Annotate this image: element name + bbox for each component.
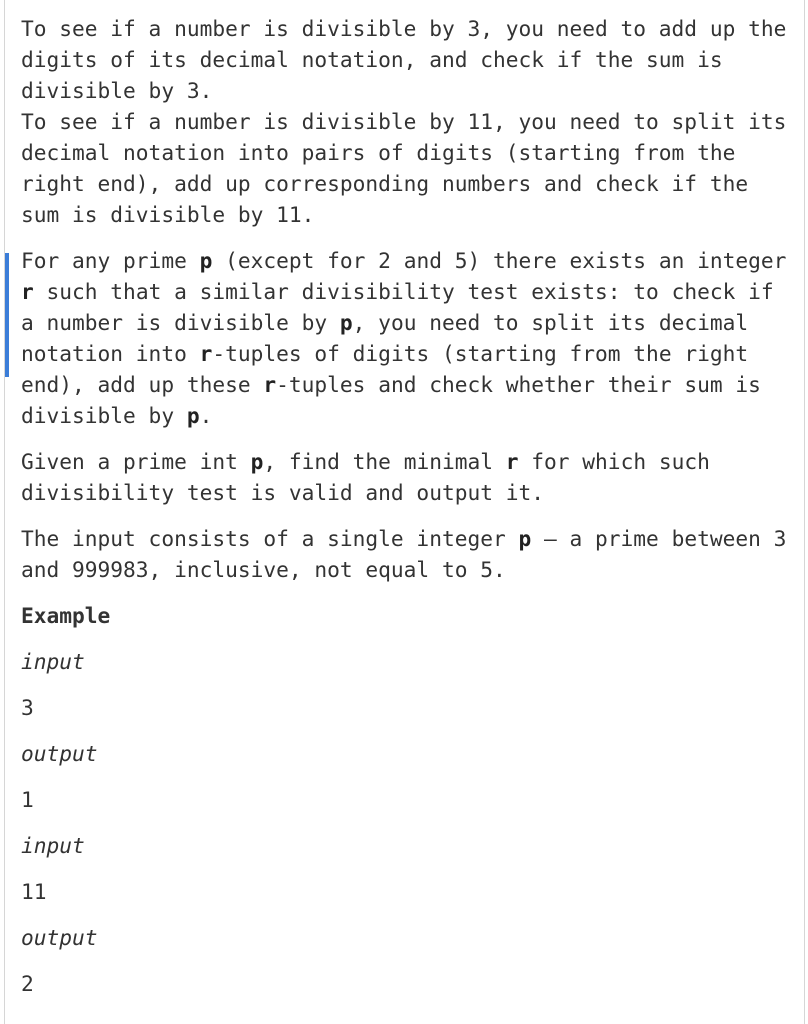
text-span: Given a prime int xyxy=(21,449,251,474)
variable-p: p xyxy=(199,248,213,273)
paragraph-divisibility-by-11: To see if a number is divisible by 11, you need to split its decimal notation into pairs of digits (starting from the right end), add up corresponding numbers and check if the sum is divisible by 11. xyxy=(21,109,800,227)
example-input-value: 11 xyxy=(21,879,47,904)
example-input-label: input xyxy=(21,833,85,858)
text-span: such that a similar divisibility test exists: to check if a number is divisible by xyxy=(21,279,787,335)
variable-r: r xyxy=(505,449,519,474)
text-span: , find the minimal xyxy=(263,449,506,474)
example-output-label: output xyxy=(21,741,98,766)
text-span: (except for 2 and 5) there exists an integer xyxy=(212,248,800,273)
text-span: , you need to split its decimal notation into xyxy=(21,310,761,366)
example-output-value: 1 xyxy=(21,787,34,812)
paragraph-task xyxy=(21,446,796,508)
paragraph-input-spec xyxy=(21,523,800,585)
paragraph-general-test xyxy=(21,245,800,431)
text-span: For any prime xyxy=(21,248,200,273)
example-output-value: 2 xyxy=(21,971,34,996)
text-span: -tuples and check whether their sum is divisible by xyxy=(21,372,774,428)
variable-p: p xyxy=(518,526,532,551)
variable-p: p xyxy=(339,310,353,335)
example-input-label: input xyxy=(21,649,85,674)
example-output-label: output xyxy=(21,925,98,950)
text-span: The input consists of a single integer xyxy=(21,526,519,551)
variable-r: r xyxy=(263,372,277,397)
variable-p: p xyxy=(250,449,264,474)
example-heading: Example xyxy=(21,603,111,628)
text-span: for which such divisibility test is valid and output it. xyxy=(21,449,723,505)
text-span: . xyxy=(199,403,213,428)
example-input-value: 3 xyxy=(21,695,34,720)
text-span: – a prime between 3 and 999983, inclusive, not equal to 5. xyxy=(21,526,800,582)
variable-r: r xyxy=(199,341,213,366)
example-block xyxy=(21,646,796,999)
problem-statement xyxy=(21,13,800,1014)
variable-r: r xyxy=(21,279,34,304)
text-span: -tuples of digits (starting from the right end), add up these xyxy=(21,341,761,397)
paragraph-divisibility-by-3: To see if a number is divisible by 3, you need to add up the digits of its decimal notation, and check if the sum is divisible by 3. xyxy=(21,16,800,103)
variable-p: p xyxy=(186,403,200,428)
paragraph-highlight-bar xyxy=(5,253,9,377)
